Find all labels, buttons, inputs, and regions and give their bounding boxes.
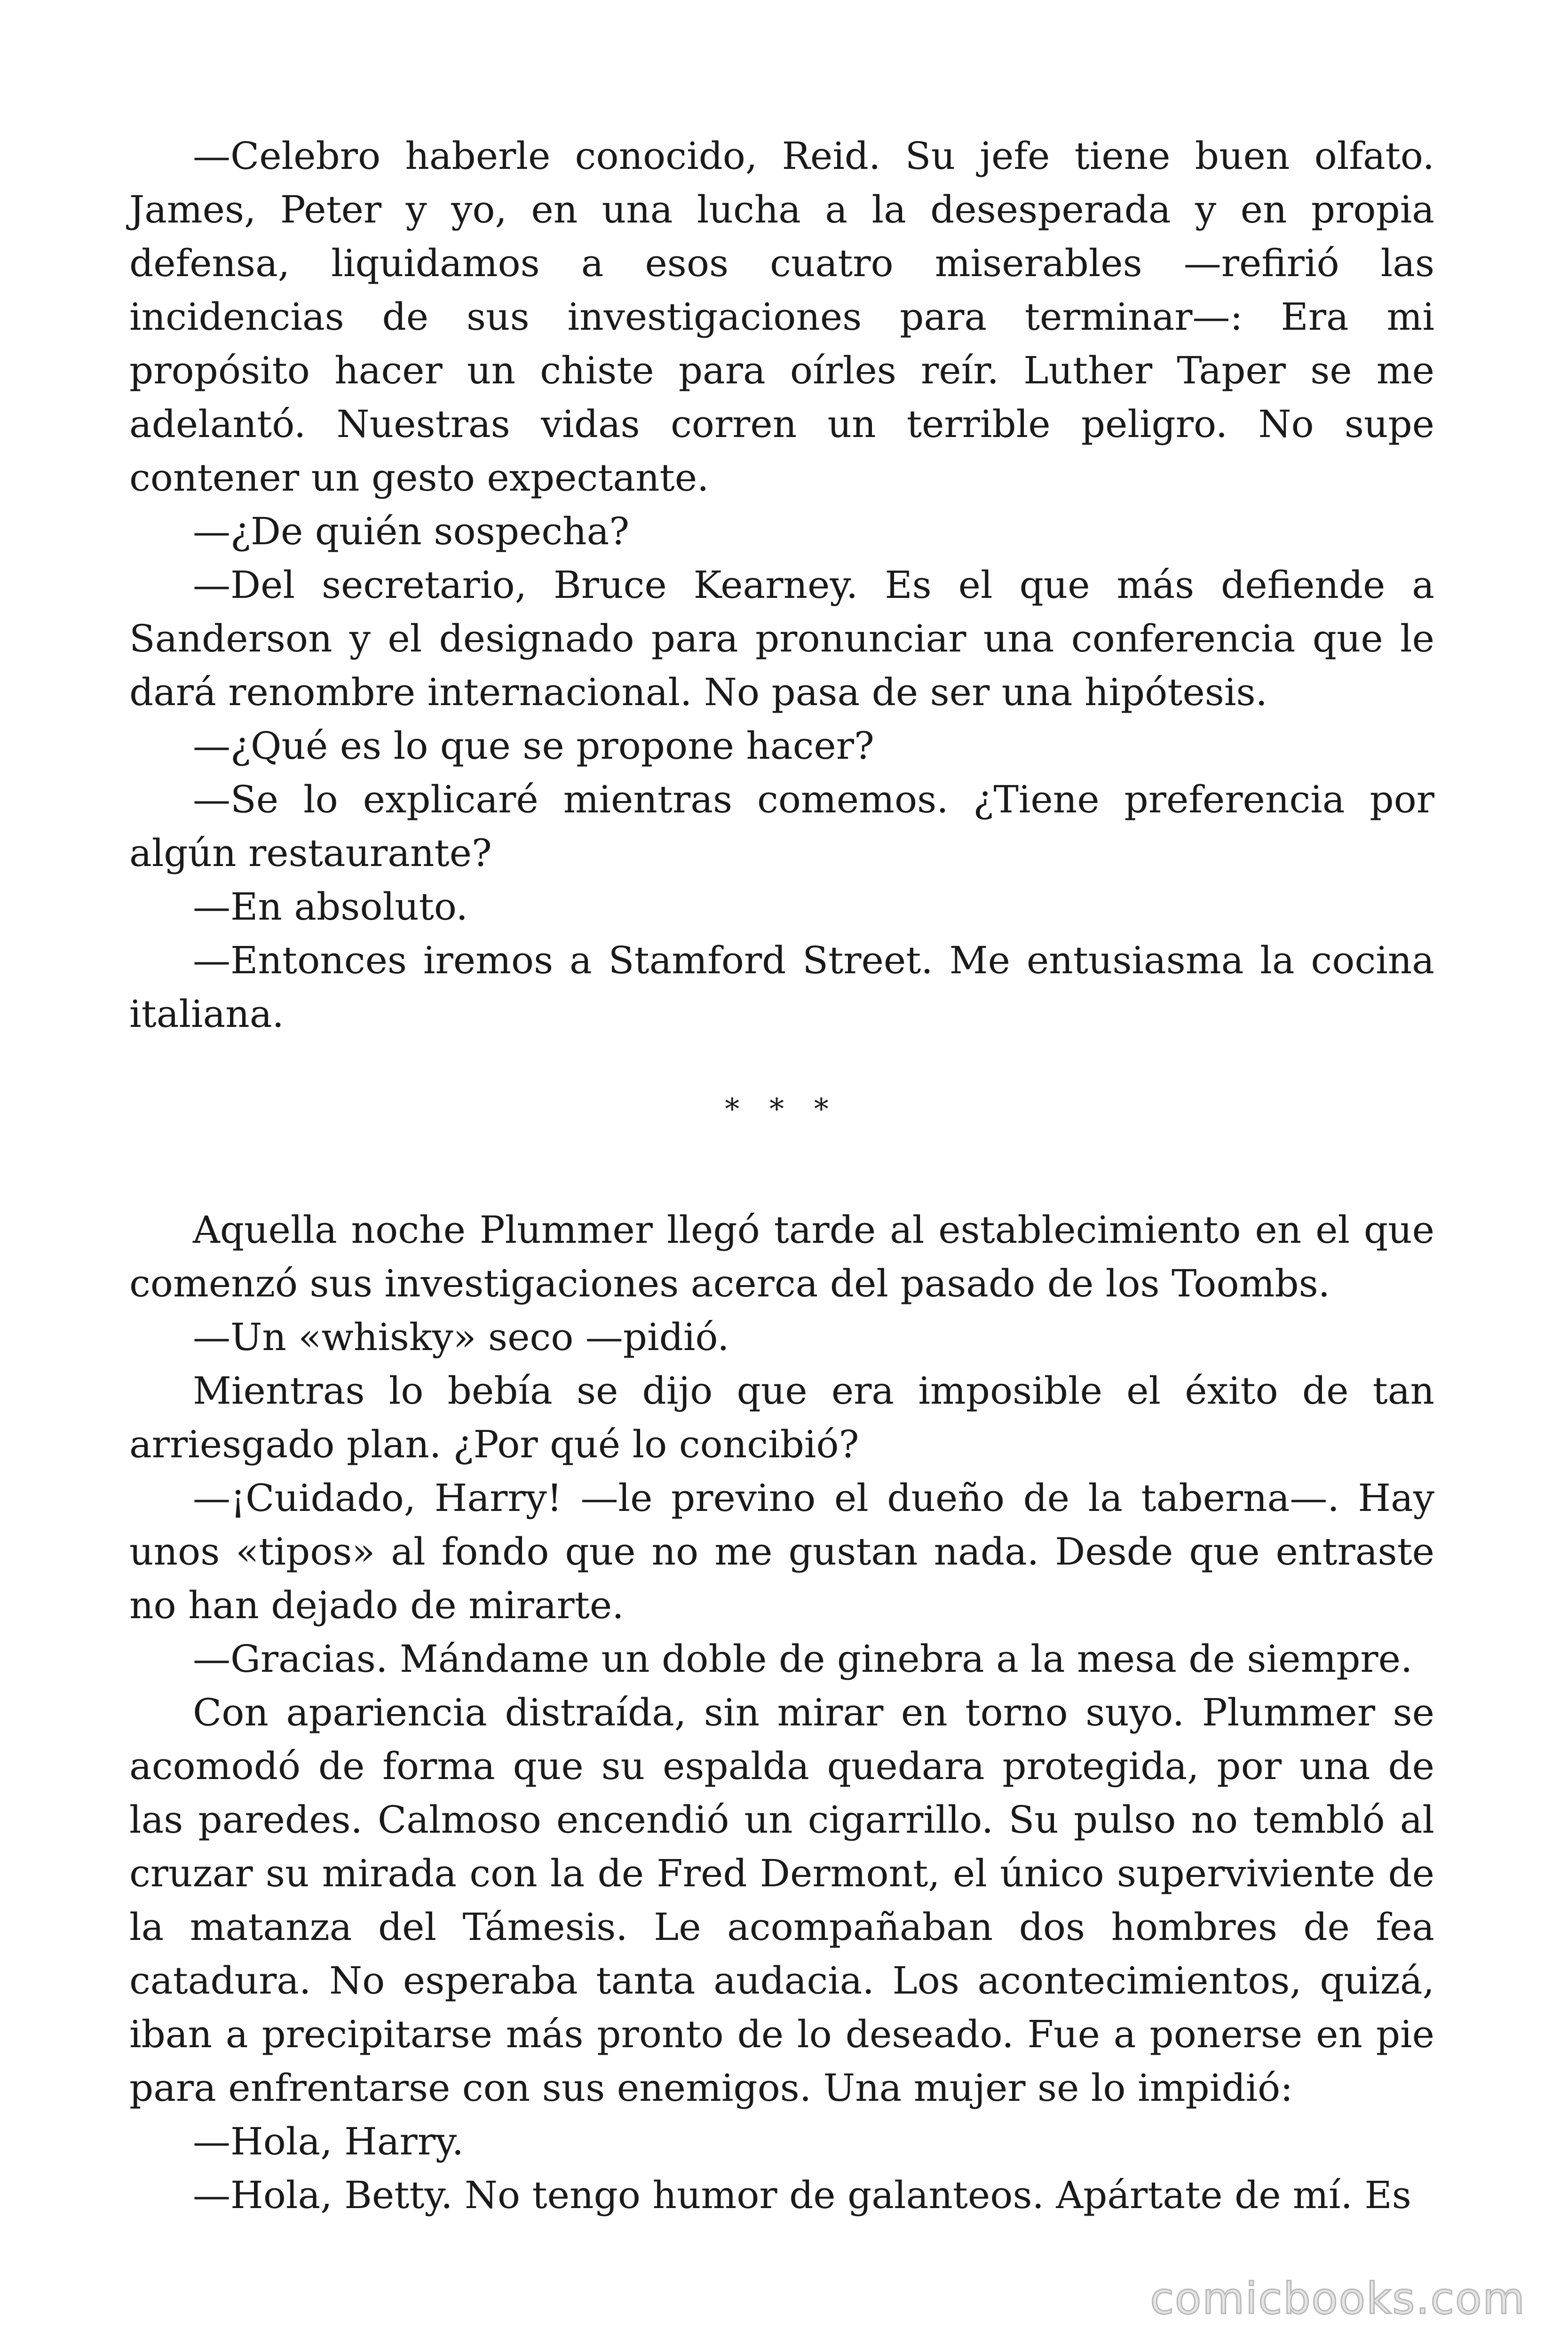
paragraph: —Entonces iremos a Stamford Street. Me entusiasma la cocina italiana.: [129, 938, 1434, 1036]
paragraph: —¿Qué es lo que se propone hacer?: [193, 724, 874, 768]
paragraph: —¿De quién sospecha?: [193, 509, 630, 553]
watermark-text: comicbooks.com: [1150, 2273, 1526, 2324]
paragraph: —Gracias. Mándame un doble de ginebra a la mesa de siempre.: [193, 1637, 1413, 1681]
paragraph: —Del secretario, Bruce Kearney. Es el que más defiende a Sanderson y el designado para pronunciar una conferencia que le dará renombre internacional. No pasa de ser una hipótesis.: [129, 563, 1434, 714]
paragraph: Mientras lo bebía se dijo que era imposible el éxito de tan arriesgado plan. ¿Por qué lo concibió?: [129, 1369, 1434, 1466]
paragraph: —Hola, Harry.: [193, 2120, 464, 2163]
paragraph: Con apariencia distraída, sin mirar en torno suyo. Plummer se acomodó de forma que su espalda quedara protegida, por una de las paredes. Calmoso encendió un cigarrillo. Su pulso no tembló al cruzar su mirada con la de Fred Dermont, el único superviviente de la matanza del Támesis. Le acompañaban dos hombres de fea catadura. No esperaba tanta audacia. Los acontecimientos, quizá, iban a precipitarse más pronto de lo deseado. Fue a ponerse en pie para enfrentarse con sus enemigos. Una mujer se lo impidió:: [129, 1691, 1434, 2110]
paragraph: —Un «whisky» seco —pidió.: [193, 1315, 729, 1359]
paragraph: Aquella noche Plummer llegó tarde al establecimiento en el que comenzó sus investigaciones acerca del pasado de los Toombs.: [129, 1208, 1434, 1305]
paragraph: —En absoluto.: [193, 885, 468, 929]
book-page: [129, 129, 1434, 2222]
paragraph: —Celebro haberle conocido, Reid. Su jefe tiene buen olfato. James, Peter y yo, en una lucha a la desesperada y en propia defensa, liquidamos a esos cuatro miserables —refirió las incidencias de sus investigaciones para terminar—: Era mi propósito hacer un chiste para oírles reír. Luther Taper se me adelantó. Nuestras vidas corren un terrible peligro. No supe contener un gesto expectante.: [129, 134, 1434, 500]
paragraph: —¡Cuidado, Harry! —le previno el dueño de la taberna—. Hay unos «tipos» al fondo que no me gustan nada. Desde que entraste no han dejado de mirarte.: [129, 1476, 1434, 1627]
paragraph-continued: —Hola, Betty. No tengo humor de galanteos. Apártate de mí. Es: [193, 2173, 1411, 2217]
section-break: * * *: [725, 1092, 839, 1126]
paragraph: —Se lo explicaré mientras comemos. ¿Tiene preferencia por algún restaurante?: [129, 778, 1434, 875]
